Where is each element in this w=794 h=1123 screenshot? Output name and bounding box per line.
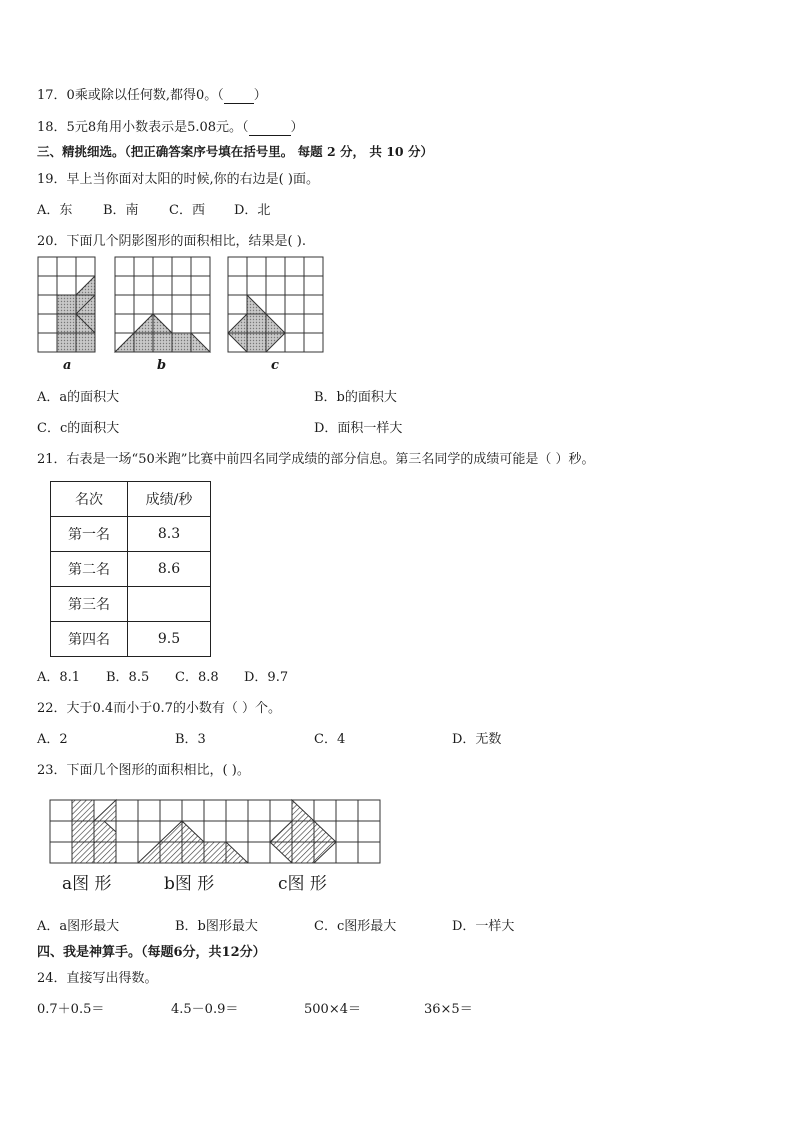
shape-a-label: a图 形: [62, 874, 112, 894]
figure-c-shade: [228, 295, 285, 352]
question-18-text: 18．5元8角用小数表示是5.08元。（: [37, 120, 249, 135]
option-19-d[interactable]: D．北: [234, 203, 271, 218]
calc-item-2: 4.5－0.9＝: [171, 1002, 239, 1017]
option-22-c[interactable]: C．4: [314, 732, 346, 747]
figure-c-label: c: [271, 358, 279, 373]
calc-item-4: 36×5＝: [424, 1002, 473, 1017]
q20-figures: [0, 0, 794, 380]
shape-a-right: [94, 800, 116, 863]
table-cell: 第四名: [51, 622, 128, 657]
calc-item-3: 500×4＝: [304, 1002, 361, 1017]
table-header-cell: 成绩/秒: [128, 482, 211, 517]
score-table: [50, 481, 211, 657]
figure-c: [228, 257, 323, 352]
table-row: [51, 587, 211, 622]
question-20-text: 20．下面几个阴影图形的面积相比，结果是( ).: [37, 234, 306, 249]
q23-figure: [0, 790, 794, 870]
option-20-b[interactable]: B．b的面积大: [314, 390, 397, 405]
table-cell-empty: [128, 587, 211, 622]
option-20-a[interactable]: A．a的面积大: [37, 390, 120, 405]
option-23-b[interactable]: B．b图形最大: [175, 919, 258, 934]
option-20-d[interactable]: D．面积一样大: [314, 421, 403, 436]
option-21-b[interactable]: B．8.5: [106, 670, 150, 685]
section-3-heading: 三、精挑细选。（把正确答案序号填在括号里。 每题 2 分， 共 10 分）: [37, 144, 433, 159]
option-23-a[interactable]: A．a图形最大: [37, 919, 120, 934]
option-21-d[interactable]: D．9.7: [244, 670, 289, 685]
question-23-text: 23．下面几个图形的面积相比，( )。: [37, 763, 250, 778]
option-22-b[interactable]: B．3: [175, 732, 206, 747]
option-23-d[interactable]: D．一样大: [452, 919, 515, 934]
table-header-row: [51, 482, 211, 517]
section-4-heading: 四、我是神算手。（每题6分，共12分）: [37, 945, 266, 960]
shape-a-left: [72, 800, 94, 863]
table-row: [51, 622, 211, 657]
option-19-a[interactable]: A．东: [37, 203, 73, 218]
option-21-a[interactable]: A．8.1: [37, 670, 81, 685]
option-20-c[interactable]: C．c的面积大: [37, 421, 120, 436]
question-18-close: ）: [290, 120, 304, 135]
table-cell: 9.5: [128, 622, 211, 657]
figure-b: [115, 257, 210, 352]
shape-c-label: c图 形: [278, 874, 327, 894]
question-22-text: 22．大于0.4而小于0.7的小数有（ ）个。: [37, 701, 282, 716]
option-22-a[interactable]: A．2: [37, 732, 68, 747]
question-17-text: 17．0乘或除以任何数,都得0。（: [37, 88, 224, 103]
figure-a-label: a: [63, 358, 72, 373]
question-21-text: 21．右表是一场“50米跑”比赛中前四名同学成绩的部分信息。第三名同学的成绩可能是（ ）秒。: [37, 452, 595, 467]
table-row: [51, 517, 211, 552]
option-19-c[interactable]: C．西: [169, 203, 205, 218]
option-21-c[interactable]: C．8.8: [175, 670, 219, 685]
option-22-d[interactable]: D．无数: [452, 732, 502, 747]
table-cell: 8.6: [128, 552, 211, 587]
table-cell: 第三名: [51, 587, 128, 622]
figure-b-label: b: [157, 358, 167, 373]
shape-b-label: b图 形: [164, 874, 215, 894]
table-cell: 第一名: [51, 517, 128, 552]
table-cell: 第二名: [51, 552, 128, 587]
question-24-text: 24．直接写出得数。: [37, 971, 158, 986]
calc-item-1: 0.7＋0.5＝: [37, 1002, 105, 1017]
figure-a: [38, 257, 95, 352]
question-17-close: ）: [253, 88, 267, 103]
question-19-text: 19．早上当你面对太阳的时候,你的右边是( )面。: [37, 172, 319, 187]
shape-c: [270, 800, 336, 863]
table-header-cell: 名次: [51, 482, 128, 517]
table-row: [51, 552, 211, 587]
table-cell: 8.3: [128, 517, 211, 552]
option-23-c[interactable]: C．c图形最大: [314, 919, 397, 934]
option-19-b[interactable]: B．南: [103, 203, 139, 218]
